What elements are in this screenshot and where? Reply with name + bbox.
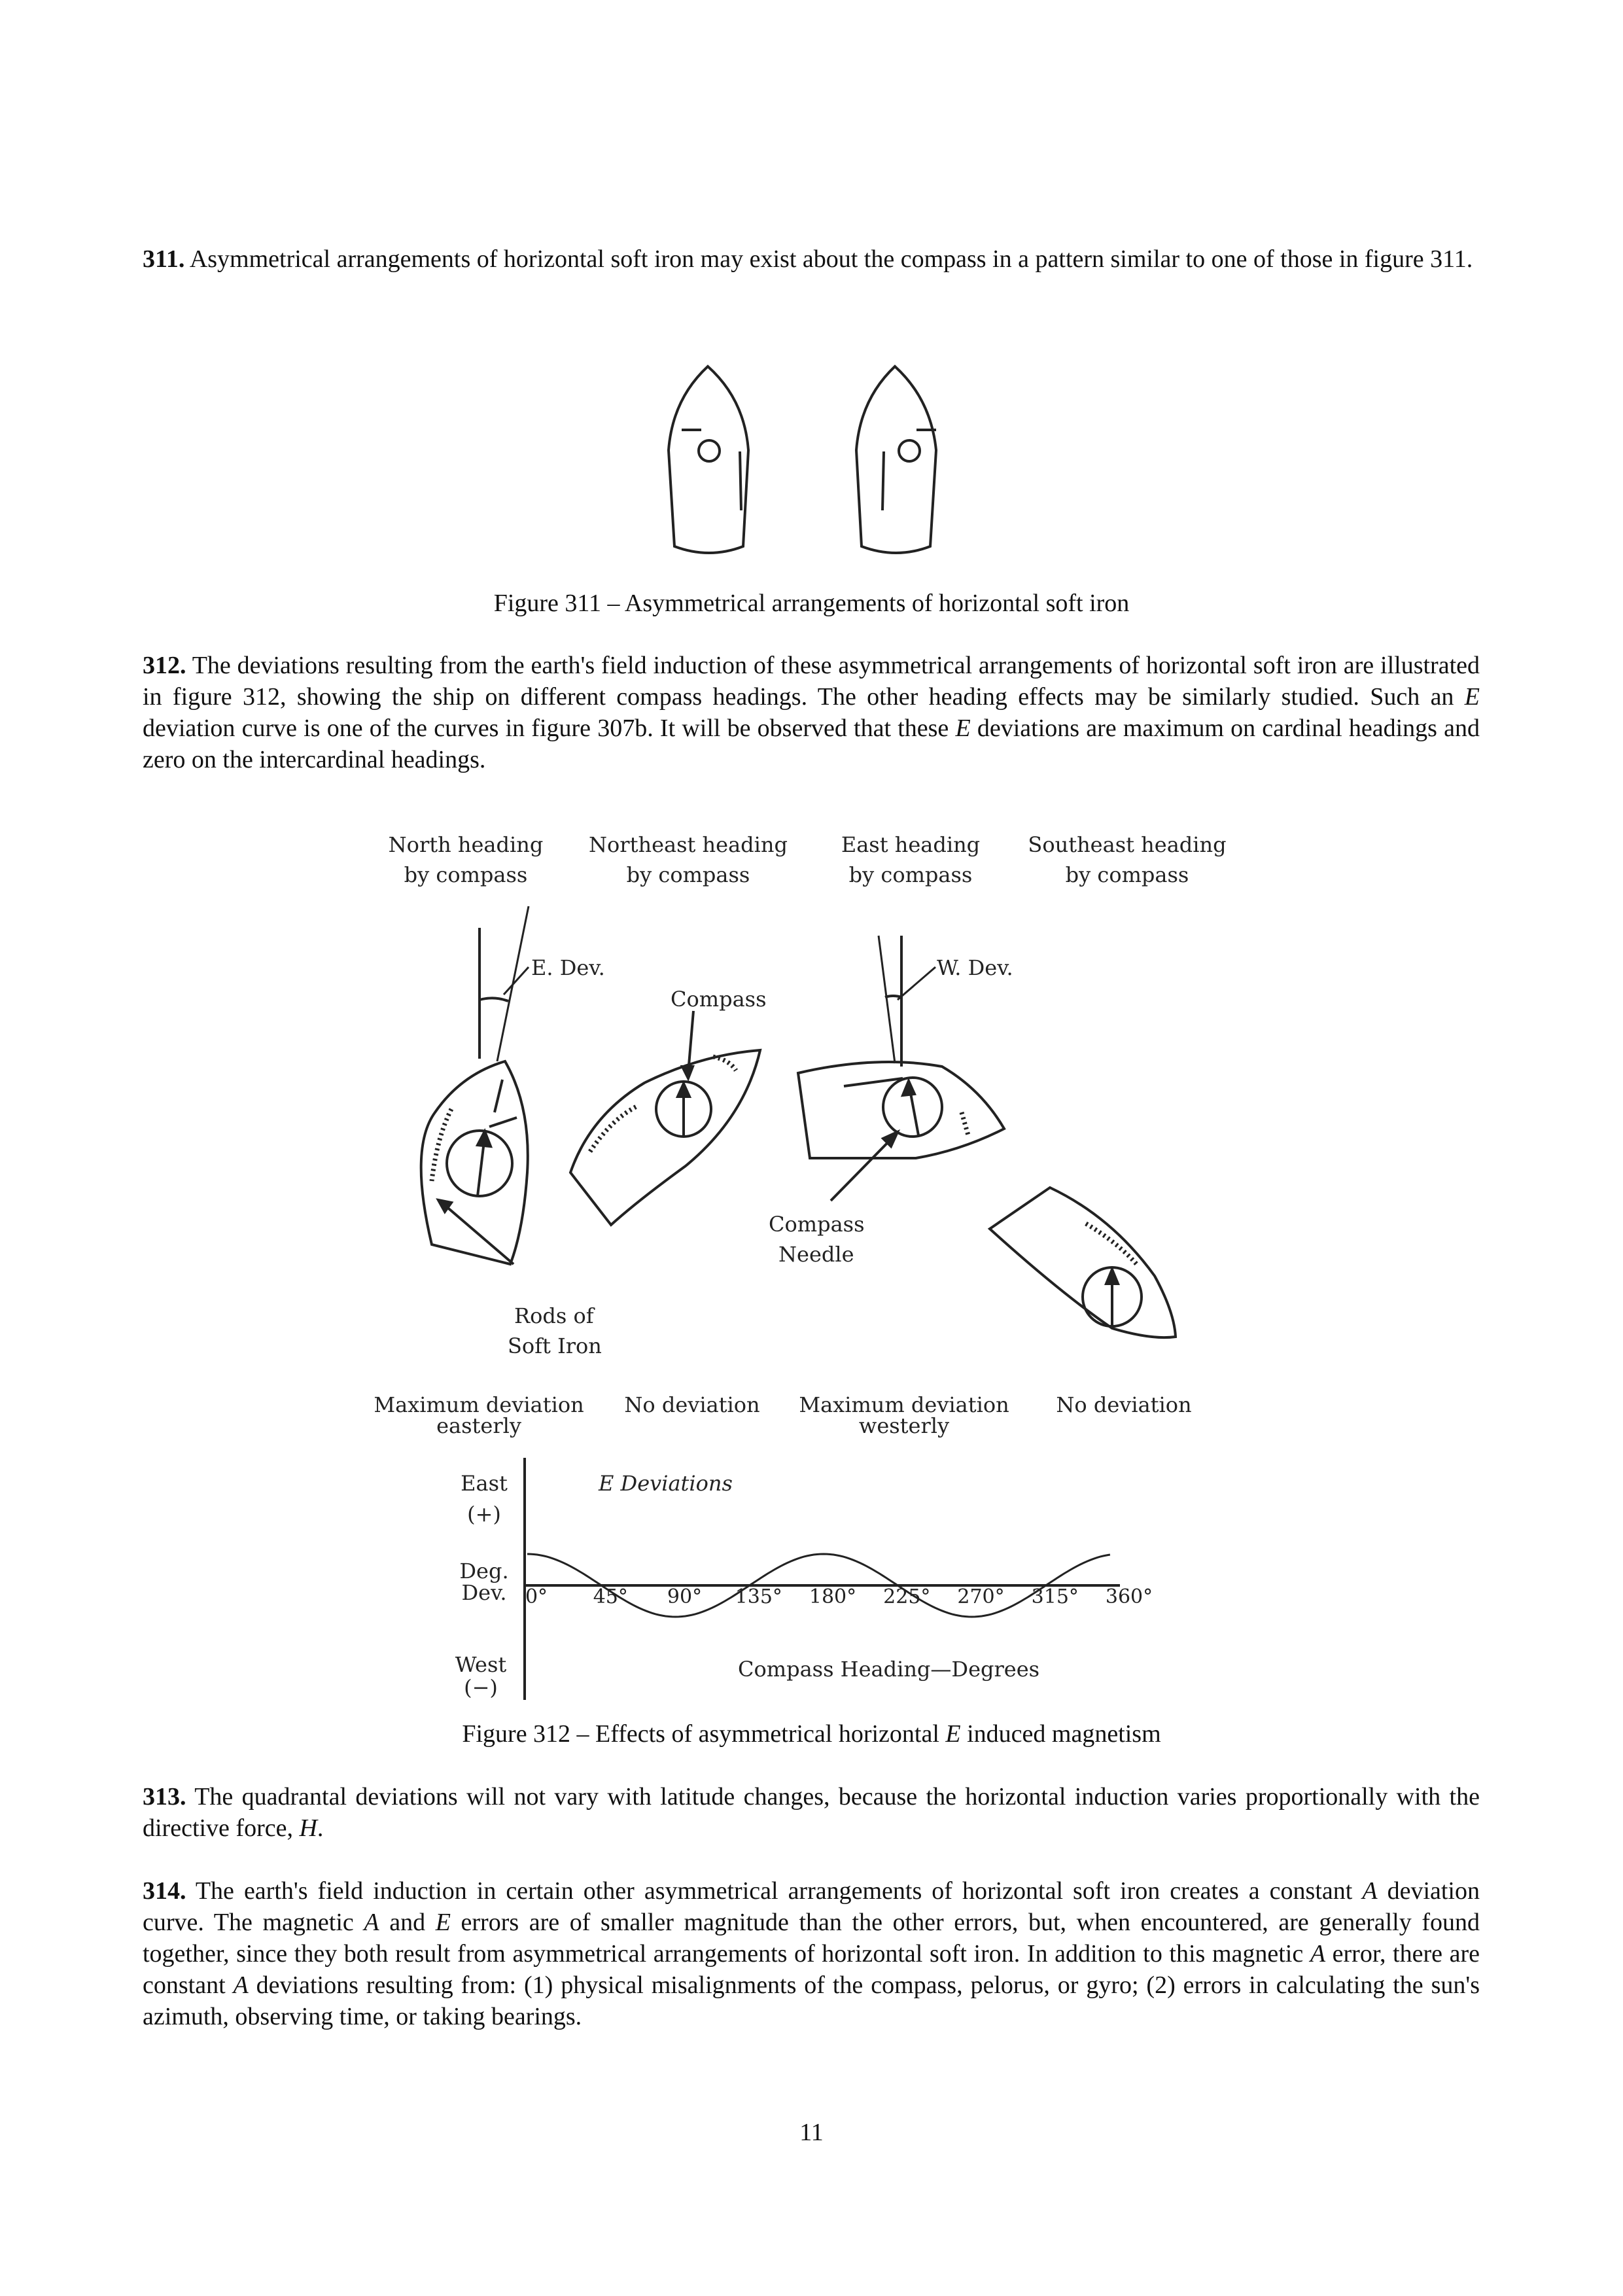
deviation-arc	[885, 996, 901, 997]
soft-iron-rod	[489, 1118, 517, 1127]
x-tick-label: 90°	[667, 1585, 703, 1608]
deviation-chart	[455, 1458, 1153, 1700]
x-tick-label: 180°	[809, 1585, 857, 1608]
paragraph-text: Asymmetrical arrangements of horizontal soft iron may exist about the compass in a pattern similar to one of those in figure 311.	[189, 245, 1473, 273]
result-label: westerly	[858, 1413, 950, 1438]
heading-label: North heading	[388, 832, 544, 857]
e-dev-label: E. Dev.	[531, 955, 605, 980]
heading-label: by compass	[848, 862, 973, 887]
y-label-east-sign: (+)	[467, 1502, 501, 1527]
needle-arrowhead	[678, 1084, 689, 1097]
x-tick-label: 315°	[1031, 1585, 1079, 1608]
paragraph-number: 314.	[143, 1877, 186, 1905]
page-number: 11	[799, 2119, 824, 2146]
compass-north-line	[879, 936, 895, 1063]
y-label-west: West	[455, 1652, 507, 1677]
result-label: Maximum deviation	[799, 1392, 1009, 1417]
w-dev-label: W. Dev.	[937, 955, 1013, 980]
w-dev-leader	[898, 967, 935, 1000]
result-label: No deviation	[1056, 1392, 1192, 1417]
soft-iron-hatching	[713, 1057, 736, 1070]
result-label: easterly	[436, 1413, 521, 1438]
compass-needle-label: Compass	[769, 1212, 865, 1237]
heading-label: Southeast heading	[1028, 832, 1227, 857]
heading-label: East heading	[841, 832, 981, 857]
needle-arrowhead	[478, 1131, 491, 1146]
deviation-arc	[480, 998, 508, 1001]
x-tick-label: 270°	[957, 1585, 1005, 1608]
compass-label: Compass	[671, 987, 767, 1012]
needle-arrowhead	[903, 1081, 915, 1095]
figure-312-caption: Figure 312 – Effects of asymmetrical horizontal E induced magnetism	[462, 1720, 1161, 1748]
y-label-dev: Dev.	[461, 1580, 507, 1605]
result-label: Maximum deviation	[374, 1392, 584, 1417]
heading-label: by compass	[404, 862, 528, 887]
soft-iron-hatching	[590, 1106, 638, 1152]
paragraph-313: 313. The quadrantal deviations will not vary with latitude changes, because the horizontal induction varies proportionally with the directive force, H.	[143, 1783, 1480, 1842]
ship-hull-east	[798, 1062, 1004, 1158]
y-label-deg: Deg.	[459, 1559, 509, 1583]
x-tick-label: 225°	[883, 1585, 931, 1608]
paragraph-number: 311.	[143, 245, 185, 273]
ship-hull-southeast	[990, 1188, 1176, 1337]
chart-title: E Deviations	[599, 1471, 733, 1496]
soft-iron-rod	[495, 1080, 502, 1112]
rods-label: Rods of	[514, 1303, 594, 1328]
figure-311-caption: Figure 311 – Asymmetrical arrangements of horizontal soft iron	[493, 590, 1130, 617]
result-label: No deviation	[624, 1392, 760, 1417]
y-label-west-sign: (−)	[464, 1675, 498, 1700]
rods-label: Soft Iron	[508, 1333, 602, 1358]
paragraph-314: 314. The earth's field induction in certain other asymmetrical arrangements of horizontal soft iron creates a constant A deviation curve. The magnetic A and E errors are of smaller magnitude than the other errors, but, when encountered, are generally found together, since they both result from asymmetrical arrangements of horizontal soft iron. In addition to this magnetic A error, there are constant A deviations resulting from: (1) physical misalignments of the compass, pelorus, or gyro; (2) errors in calculating the sun's azimuth, observing time, or taking bearings.	[143, 1877, 1480, 2030]
pointer-arrow	[831, 1137, 893, 1201]
heading-label: by compass	[1065, 862, 1189, 887]
arrowhead	[682, 1067, 693, 1078]
compass-needle-label: Needle	[778, 1242, 854, 1267]
paragraph-312: 312. The deviations resulting from the earth's field induction of these asymmetrical arrangements of horizontal soft iron are illustrated in figure 312, showing the ship on different compass headings. The other heading effects may be similarly studied. Such an E deviation curve is one of the curves in figure 307b. It will be observed that these E deviations are maximum on cardinal headings and zero on the intercardinal headings.	[143, 652, 1480, 773]
paragraph-number: 312.	[143, 652, 186, 679]
x-axis-label: Compass Heading—Degrees	[738, 1657, 1040, 1682]
y-label-east: East	[461, 1471, 508, 1496]
x-tick-label: 135°	[735, 1585, 782, 1608]
x-tick-label: 45°	[593, 1585, 628, 1608]
heading-label: Northeast heading	[589, 832, 788, 857]
needle-arrowhead	[1106, 1269, 1118, 1284]
soft-iron-hatching	[962, 1112, 968, 1135]
paragraph-number: 313.	[143, 1783, 186, 1810]
x-tick-label: 360°	[1105, 1585, 1153, 1608]
heading-label: by compass	[626, 862, 750, 887]
x-tick-label: 0°	[525, 1585, 548, 1608]
